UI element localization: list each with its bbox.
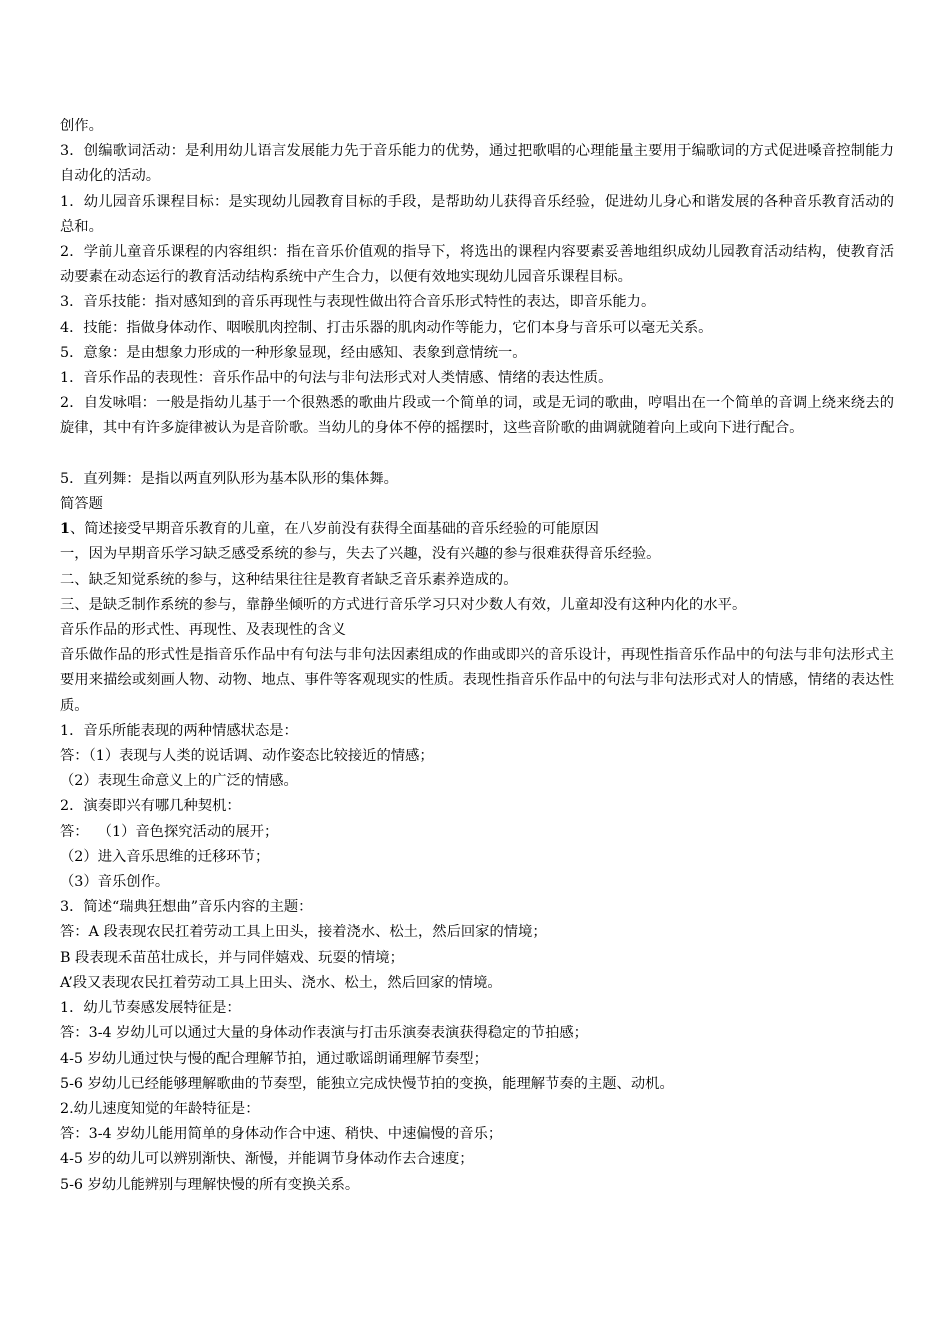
- text-line-9: 2．自发咏唱：一般是指幼儿基于一个很熟悉的歌曲片段或一个简单的词，或是无词的歌曲，哼唱出在一个简单的音调上绕来绕去的旋律，其中有许多旋律被认为是音阶歌。当幼儿的身体不停的摇摆时，这些音阶歌的曲调就随着向上或向下进行配合。: [60, 395, 894, 437]
- text-line-17: 音乐作品的形式性、再现性、及表现性的含义: [60, 622, 346, 639]
- text-line-4: 2．学前儿童音乐课程的内容组织：指在音乐价值观的指导下，将选出的课程内容要素妥善地组织成幼儿园教育活动结构，使教育活动要素在动态运行的教育活动结构系统中产生合力，以便有效地实现幼儿园音乐课程目标。: [60, 244, 894, 286]
- text-line-19: 1．音乐所能表现的两种情感状态是：: [60, 722, 298, 739]
- text-line-28: B 段表现禾苗茁壮成长，并与同伴嬉戏、玩耍的情境；: [60, 949, 404, 966]
- question-line: [60, 517, 894, 542]
- text-line-35: 答：3-4 岁幼儿能用简单的身体动作合中速、稍快、中速偏慢的音乐；: [60, 1126, 503, 1143]
- text-line-26: 3．简述“瑞典狂想曲”音乐内容的主题：: [60, 899, 313, 916]
- text-line-14: 一，因为早期音乐学习缺乏感受系统的参与，失去了兴趣，没有兴趣的参与很难获得音乐经验。: [60, 546, 661, 563]
- section-heading: 简答题: [60, 496, 103, 513]
- text-line-22: 2．演奏即兴有哪几种契机：: [60, 798, 241, 815]
- text-line-37: 5-6 岁幼儿能辨别与理解快慢的所有变换关系。: [60, 1176, 360, 1193]
- text-line-25: （3）音乐创作。: [60, 874, 170, 891]
- text-line-16: 三、是缺乏制作系统的参与，靠静坐倾听的方式进行音乐学习只对少数人有效，儿童却没有这种内化的水平。: [60, 596, 747, 613]
- text-line-20: 答：（1）表现与人类的说话调、动作姿态比较接近的情感；: [60, 748, 434, 765]
- text-line-1: 创作。: [60, 118, 103, 134]
- text-line-7: 5．意象：是由想象力形成的一种形象显现，经由感知、表象到意情统一。: [60, 344, 527, 361]
- text-line-6: 4．技能：指做身体动作、咽喉肌肉控制、打击乐器的肌肉动作等能力，它们本身与音乐可以毫无关系。: [60, 319, 713, 336]
- text-line-18: 音乐做作品的形式性是指音乐作品中有句法与非句法因素组成的作曲或即兴的音乐设计，再现性指音乐作品中的句法与非句法形式主要用来描绘或刻画人物、动物、地点、事件等客观现实的性质。表现性指音乐作品中的句法与非句法形式对人的情感，情绪的表达性质。: [60, 647, 894, 714]
- text-line-24: （2）进入音乐思维的迁移环节；: [60, 848, 270, 865]
- text-line-30: 1．幼儿节奏感发展特征是：: [60, 1000, 241, 1017]
- text-line-36: 4-5 岁的幼儿可以辨别渐快、渐慢，并能调节身体动作去合速度；: [60, 1151, 474, 1168]
- text-line-31: 答：3-4 岁幼儿可以通过大量的身体动作表演与打击乐演奏表演获得稳定的节拍感；: [60, 1025, 588, 1042]
- text-line-2: 3．创编歌词活动：是利用幼儿语言发展能力先于音乐能力的优势，通过把歌唱的心理能量主要用于编歌词的方式促进嗓音控制能力自动化的活动。: [60, 143, 894, 185]
- text-line-11: 5．直列舞：是指以两直列队形为基本队形的集体舞。: [60, 470, 398, 487]
- question-text: 、简述接受早期音乐教育的儿童，在八岁前没有获得全面基础的音乐经验的可能原因: [69, 521, 599, 538]
- text-line-21: （2）表现生命意义上的广泛的情感。: [60, 773, 298, 790]
- text-line-3: 1．幼儿园音乐课程目标：是实现幼儿园教育目标的手段，是帮助幼儿获得音乐经验，促进幼儿身心和谐发展的各种音乐教育活动的总和。: [60, 193, 894, 235]
- document-page: [60, 114, 894, 1198]
- text-line-5: 3．音乐技能：指对感知到的音乐再现性与表现性做出符合音乐形式特性的表达，即音乐能力。: [60, 294, 656, 311]
- text-line-32: 4-5 岁幼儿通过快与慢的配合理解节拍，通过歌谣朗诵理解节奏型；: [60, 1050, 488, 1067]
- text-line-34: 2.幼儿速度知觉的年龄特征是：: [60, 1100, 260, 1117]
- blank-line: [60, 442, 894, 467]
- text-line-23: 答： （1）音色探究活动的展开；: [60, 823, 279, 840]
- text-line-15: 二、缺乏知觉系统的参与，这种结果往往是教育者缺乏音乐素养造成的。: [60, 571, 518, 588]
- question-number: 1: [60, 521, 70, 538]
- text-line-27: 答：A 段表现农民扛着劳动工具上田头，接着浇水、松土，然后回家的情境；: [60, 924, 547, 941]
- text-line-8: 1．音乐作品的表现性：音乐作品中的句法与非句法形式对人类情感、情绪的表达性质。: [60, 370, 613, 387]
- text-line-33: 5-6 岁幼儿已经能够理解歌曲的节奏型，能独立完成快慢节拍的变换，能理解节奏的主题、动机。: [60, 1075, 674, 1092]
- text-line-29: A’段又表现农民扛着劳动工具上田头、浇水、松土，然后回家的情境。: [60, 974, 502, 991]
